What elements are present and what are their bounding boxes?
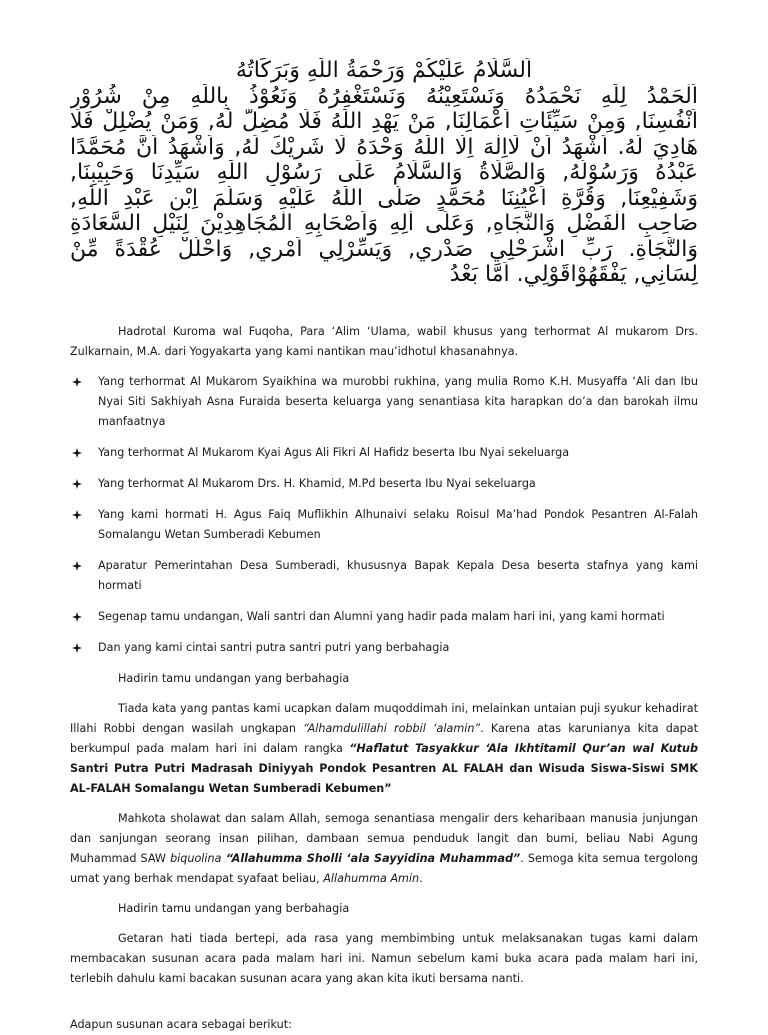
arabic-line: وَشَفِيْعِنَا, وَقُرَّةِ اَعْيُنِنَا مُحَمَّدٍ صَلَّى اللّٰهُ عَلَيْهِ وَسَلَّمَ اِبْنِ عَبْدِ اللّٰهِ, — [70, 185, 698, 211]
list-item — [70, 556, 698, 596]
document-body — [70, 322, 698, 1035]
arabic-opening-prayer — [70, 0, 698, 288]
list-item — [70, 443, 698, 463]
list-item — [70, 505, 698, 545]
text-run: . — [419, 871, 423, 885]
four-diamond-bullet-icon — [72, 377, 82, 387]
arabic-line: هَادِيَ لَهُ. اَشْهَدُ اَنْ لَااِلٰهَ اِلَّا اللّٰهُ وَحْدَهُ لَا شَرِيْكَ لَهُ, وَاَشْهَدُ اَنَّ مُحَمَّدًا — [70, 134, 698, 160]
list-item-text: Aparatur Pemerintahan Desa Sumberadi, khususnya Bapak Kepala Desa beserta stafnya yang kami hormati — [98, 558, 698, 592]
list-item-text: Yang kami hormati H. Agus Faiq Muflikhin Alhunaivi selaku Roisul Ma’had Pondok Pesantren Al-Falah Somalangu Wetan Sumberadi Kebumen — [98, 507, 698, 541]
list-item — [70, 607, 698, 627]
arabic-line: عَبْدُهُ وَرَسُوْلُهُ, وَالصَّلَاةُ وَالسَّلَامُ عَلَى رَسُوْلِ اللّٰهِ سَيِّدِنَا وَحَبِيْبِنَا, — [70, 160, 698, 185]
text-run: Mahkota sholawat dan salam Allah, semoga senantiasa mengalir ders keharibaan manusia junjungan dan sanjungan seorang insan pilihan, dambaan semua penduduk langit dan bumi, beliau Nabi Agung Muhammad SAW — [70, 811, 698, 865]
arabic-salam-line: اَلسَّلَامُ عَلَيْكُمْ وَرَحْمَةُ اللّٰهِ وَبَرَكَاتُهُ — [235, 58, 533, 83]
italic-run: “Alhamdulillahi robbil ‘alamin” — [303, 721, 481, 735]
closing-line: Adapun susunan acara sebagai berikut: — [70, 1017, 292, 1031]
italic-run: biquolina — [170, 851, 222, 865]
four-diamond-bullet-icon — [72, 479, 82, 489]
bold-italic-run: “Allahumma Sholli ‘ala Sayyidina Muhammad” — [221, 851, 521, 865]
list-item — [70, 372, 698, 432]
paragraph-announcement: Getaran hati tiada bertepi, ada rasa yang membimbing untuk melaksanakan tugas kami dalam membacakan susunan acara pada malam hari ini. Namun sebelum kami buka acara pada malam hari ini, terlebih dahulu kami bacakan susunan acara yang akan kita ikuti bersama nanti. — [70, 931, 698, 985]
list-item — [70, 474, 698, 494]
italic-run: Allahumma Amin — [323, 871, 420, 885]
list-item-text: Segenap tamu undangan, Wali santri dan Alumni yang hadir pada malam hari ini, yang kami hormati — [98, 609, 665, 623]
arabic-line: لِسَانِي, يَفْقَهُوْاقَوْلِي. اَمَّا بَعْدُ — [449, 262, 698, 287]
greeting-line: Hadirin tamu undangan yang berbahagia — [118, 671, 350, 685]
opening-address: Hadrotal Kuroma wal Fuqoha, Para ‘Alim ‘Ulama, wabil khusus yang terhormat Al mukarom Drs. Zulkarnain, M.A. dari Yogyakarta yang kami nantikan mau’idhotul khasanahnya. — [70, 324, 698, 358]
arabic-line: صَاحِبِ الْفَضْلِ وَالنَّجَاهِ, وَعَلَى اٰلِهِ وَاَصْحَابِهِ الْمُجَاهِدِيْنَ لِنَيْلِ السَّعَادَةِ — [70, 211, 698, 236]
list-item-text: Dan yang kami cintai santri putra santri putri yang berbahagia — [98, 640, 450, 654]
bold-italic-run: “Haflatut Tasyakkur ‘Ala Ikhtitamil Qur’an wal Kutub — [349, 741, 698, 755]
text-run: Tiada kata yang pantas kami ucapkan dalam muqoddimah ini, melainkan untaian puji syukur kehadirat Illahi Robbi dengan wasilah ungkapan — [70, 701, 698, 735]
four-diamond-bullet-icon — [72, 643, 82, 653]
four-diamond-bullet-icon — [72, 561, 82, 571]
list-item-text: Yang terhormat Al Mukarom Syaikhina wa murobbi rukhina, yang mulia Romo K.H. Musyaffa ‘Ali dan Ibu Nyai Siti Sakhiyah Asna Furaida beserta keluarga yang senantiasa kita harapkan do’a dan barokah ilmu manfaatnya — [98, 374, 698, 428]
paragraph-praise — [70, 699, 698, 799]
four-diamond-bullet-icon — [72, 448, 82, 458]
list-item-text: Yang terhormat Al Mukarom Kyai Agus Ali Fikri Al Hafidz beserta Ibu Nyai sekeluarga — [98, 445, 570, 459]
greeting-line: Hadirin tamu undangan yang berbahagia — [118, 901, 350, 915]
paragraph-sholawat — [70, 809, 698, 889]
list-item-text: Yang terhormat Al Mukarom Drs. H. Khamid, M.Pd beserta Ibu Nyai sekeluarga — [98, 476, 536, 490]
four-diamond-bullet-icon — [72, 612, 82, 622]
arabic-line: اَلْحَمْدُ لِلّٰهِ نَحْمَدُهُ وَنَسْتَعِيْنُهُ وَنَسْتَغْفِرُهُ وَنَعُوْذُ بِاللّٰهِ مِنْ شُرُوْرِ — [70, 83, 698, 109]
arabic-line: وَالنَّجَاةِ. رَبِّ اشْرَحْلِي صَدْرِي, وَيَسِّرْلِي اَمْرِي, وَاحْلُلْ عُقْدَةً مِّنْ — [70, 236, 698, 262]
four-diamond-bullet-icon — [72, 510, 82, 520]
list-item — [70, 638, 698, 658]
honorifics-list — [70, 372, 698, 658]
bold-run: Santri Putra Putri Madrasah Diniyyah Pondok Pesantren AL FALAH dan Wisuda Siswa-Siswi SMK AL-FALAH Somalangu Wetan Sumberadi Kebumen” — [70, 761, 698, 795]
text-run: . Semoga kita semua tergolong umat yang berhak mendapat syafaat beliau, — [70, 851, 699, 885]
arabic-line: اَنْفُسِنَا, وَمِنْ سَيِّئَاتِ اَعْمَالِنَا, مَنْ يَهْدِ اللّٰهُ فَلَا مُضِلَّ لَهُ, وَمَنْ يُضْلِلْ فَلَا — [70, 109, 698, 134]
text-run: . Karena atas karunianya kita dapat berkumpul pada malam hari ini dalam rangka — [70, 721, 699, 755]
